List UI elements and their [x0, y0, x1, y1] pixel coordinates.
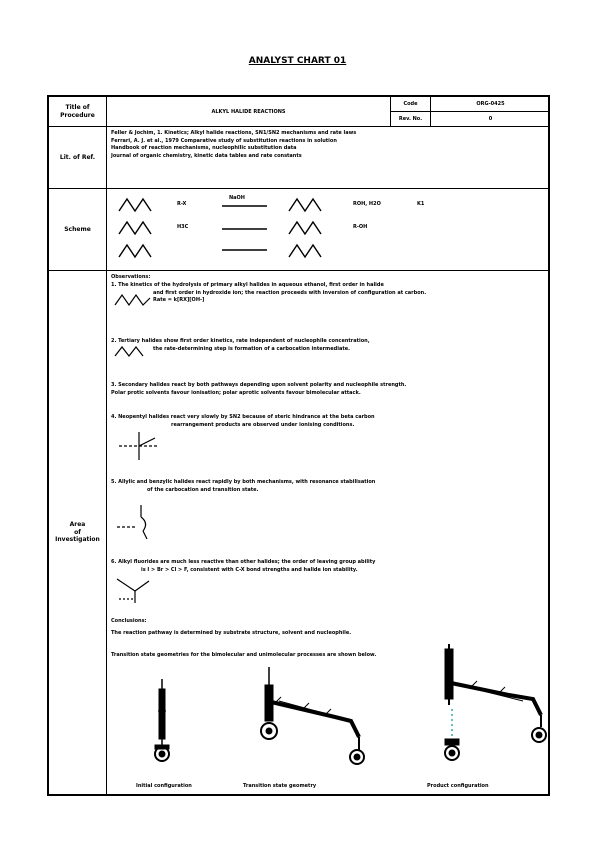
scheme-area: [107, 189, 548, 270]
code-cell: [391, 97, 550, 126]
zigzag-inline-icon: [113, 292, 153, 308]
investigation-label-line2: of: [74, 528, 81, 536]
conclusion-line: The reaction pathway is determined by substrate structure, solvent and nucleophile.: [111, 630, 352, 636]
scheme-tail-note: K1: [417, 201, 425, 207]
zigzag-right-2: [289, 222, 321, 234]
literature-row: [49, 127, 548, 189]
halide-structure-icon: [113, 571, 155, 605]
obs-line: 4. Neopentyl halides react very slowly by SN2 because of steric hindrance at the beta carbon: [111, 414, 375, 420]
conclusion-line: Transition state geometries for the bimolecular and unimolecular processes are shown below.: [111, 652, 377, 658]
cross-structure-icon: [115, 428, 165, 462]
obs-line: of the carbocation and transition state.: [147, 486, 259, 493]
lit-line: Ferrari, A. J. et al., 1979 Comparative study of substitution reactions in solution: [111, 137, 337, 144]
investigation-label-line3: Investigation: [55, 536, 100, 544]
observations-heading: Observations:: [111, 274, 151, 280]
conclusions-heading: Conclusions:: [111, 618, 147, 624]
branched-structure-icon: [113, 501, 163, 541]
header-label-line2: Procedure: [60, 111, 95, 119]
obs-line: 3. Secondary halides react by both pathways depending upon solvent polarity and nucleophile strength.: [111, 382, 407, 388]
scheme-label: Scheme: [49, 189, 107, 270]
scheme-left-note-2: H3C: [177, 224, 189, 230]
figure-caption: Transition state geometry: [243, 783, 317, 789]
lit-line: Journal of organic chemistry, kinetic data tables and rate constants: [111, 152, 302, 159]
obs-line: Polar protic solvents favour ionisation; polar aprotic solvents favour bimolecular attack.: [111, 389, 361, 396]
zigzag-left-2: [119, 222, 151, 234]
observation-3: [111, 382, 549, 397]
investigation-row: [49, 271, 548, 794]
zigzag-right-1: [289, 199, 321, 211]
obs-line: Rate = k[RX][OH-]: [153, 297, 205, 303]
rev-value: 0: [488, 116, 493, 122]
document-title: ANALYST CHART 01: [248, 56, 347, 66]
reaction-scheme-diagram: [107, 189, 547, 269]
obs-line: 1. The kinetics of the hydrolysis of primary alkyl halides in aqueous ethanol, first order in halide: [111, 282, 384, 288]
lit-line: Feller & Jochim, 1. Kinetics; Alkyl halide reactions, SN1/SN2 mechanisms and rate laws: [111, 130, 357, 136]
scheme-arrow-label: NaOH: [229, 195, 245, 201]
scheme-row: [49, 189, 548, 271]
procedure-name: ALKYL HALIDE REACTIONS: [211, 108, 286, 115]
scheme-right-note: ROH, H2O: [353, 201, 381, 207]
header-label: [49, 97, 107, 126]
code-label: Code: [391, 97, 431, 112]
observation-5: [111, 479, 549, 494]
obs-line: the rate-determining step is formation of a carbocation intermediate.: [153, 345, 351, 352]
scheme-right-note-2: R-OH: [353, 224, 368, 230]
lit-label: Lit. of Ref.: [49, 127, 107, 188]
figure-caption: Product configuration: [427, 783, 489, 789]
zigzag-right-3: [289, 245, 321, 257]
figure-transition-state: [261, 667, 364, 764]
code-value: ORG-0425: [431, 97, 550, 112]
lit-text: [111, 127, 544, 188]
obs-line: rearrangement products are observed under ionising conditions.: [171, 421, 355, 428]
observation-6: [111, 559, 549, 574]
observation-2: [111, 338, 549, 353]
procedure-name-cell: [107, 97, 391, 126]
obs-line: is I > Br > Cl > F, consistent with C-X bond strengths and halide ion stability.: [141, 566, 358, 573]
obs-line: 6. Alkyl fluorides are much less reactive than other halides; the order of leaving group ability: [111, 559, 376, 565]
scheme-left-note: R-X: [177, 201, 187, 207]
rev-label: Rev. No.: [391, 112, 431, 126]
header-row: [49, 97, 548, 127]
figure-caption: Initial configuration: [136, 783, 192, 789]
procedure-sheet: [47, 95, 550, 796]
investigation-label-line1: Area: [69, 520, 86, 528]
figure-initial-configuration: [155, 679, 169, 761]
header-label-line1: Title of: [65, 103, 90, 111]
investigation-content: [109, 271, 546, 794]
figure-product-configuration: [445, 644, 546, 760]
zigzag-inline-icon: [113, 344, 153, 358]
transition-state-figures: [109, 639, 549, 799]
obs-line: and first order in hydroxide ion; the reaction proceeds with inversion of configuration at carbon.: [153, 289, 427, 296]
observation-1: [111, 282, 549, 305]
investigation-label: [49, 271, 107, 794]
zigzag-left-3: [119, 245, 151, 257]
obs-line: 5. Allylic and benzylic halides react rapidly by both mechanisms, with resonance stabilisation: [111, 479, 376, 485]
observation-4: [111, 414, 549, 429]
obs-line: 2. Tertiary halides show first order kinetics, rate independent of nucleophile concentration,: [111, 338, 370, 344]
zigzag-left-1: [119, 199, 151, 211]
lit-line: Handbook of reaction mechanisms, nucleophilic substitution data: [111, 145, 297, 151]
